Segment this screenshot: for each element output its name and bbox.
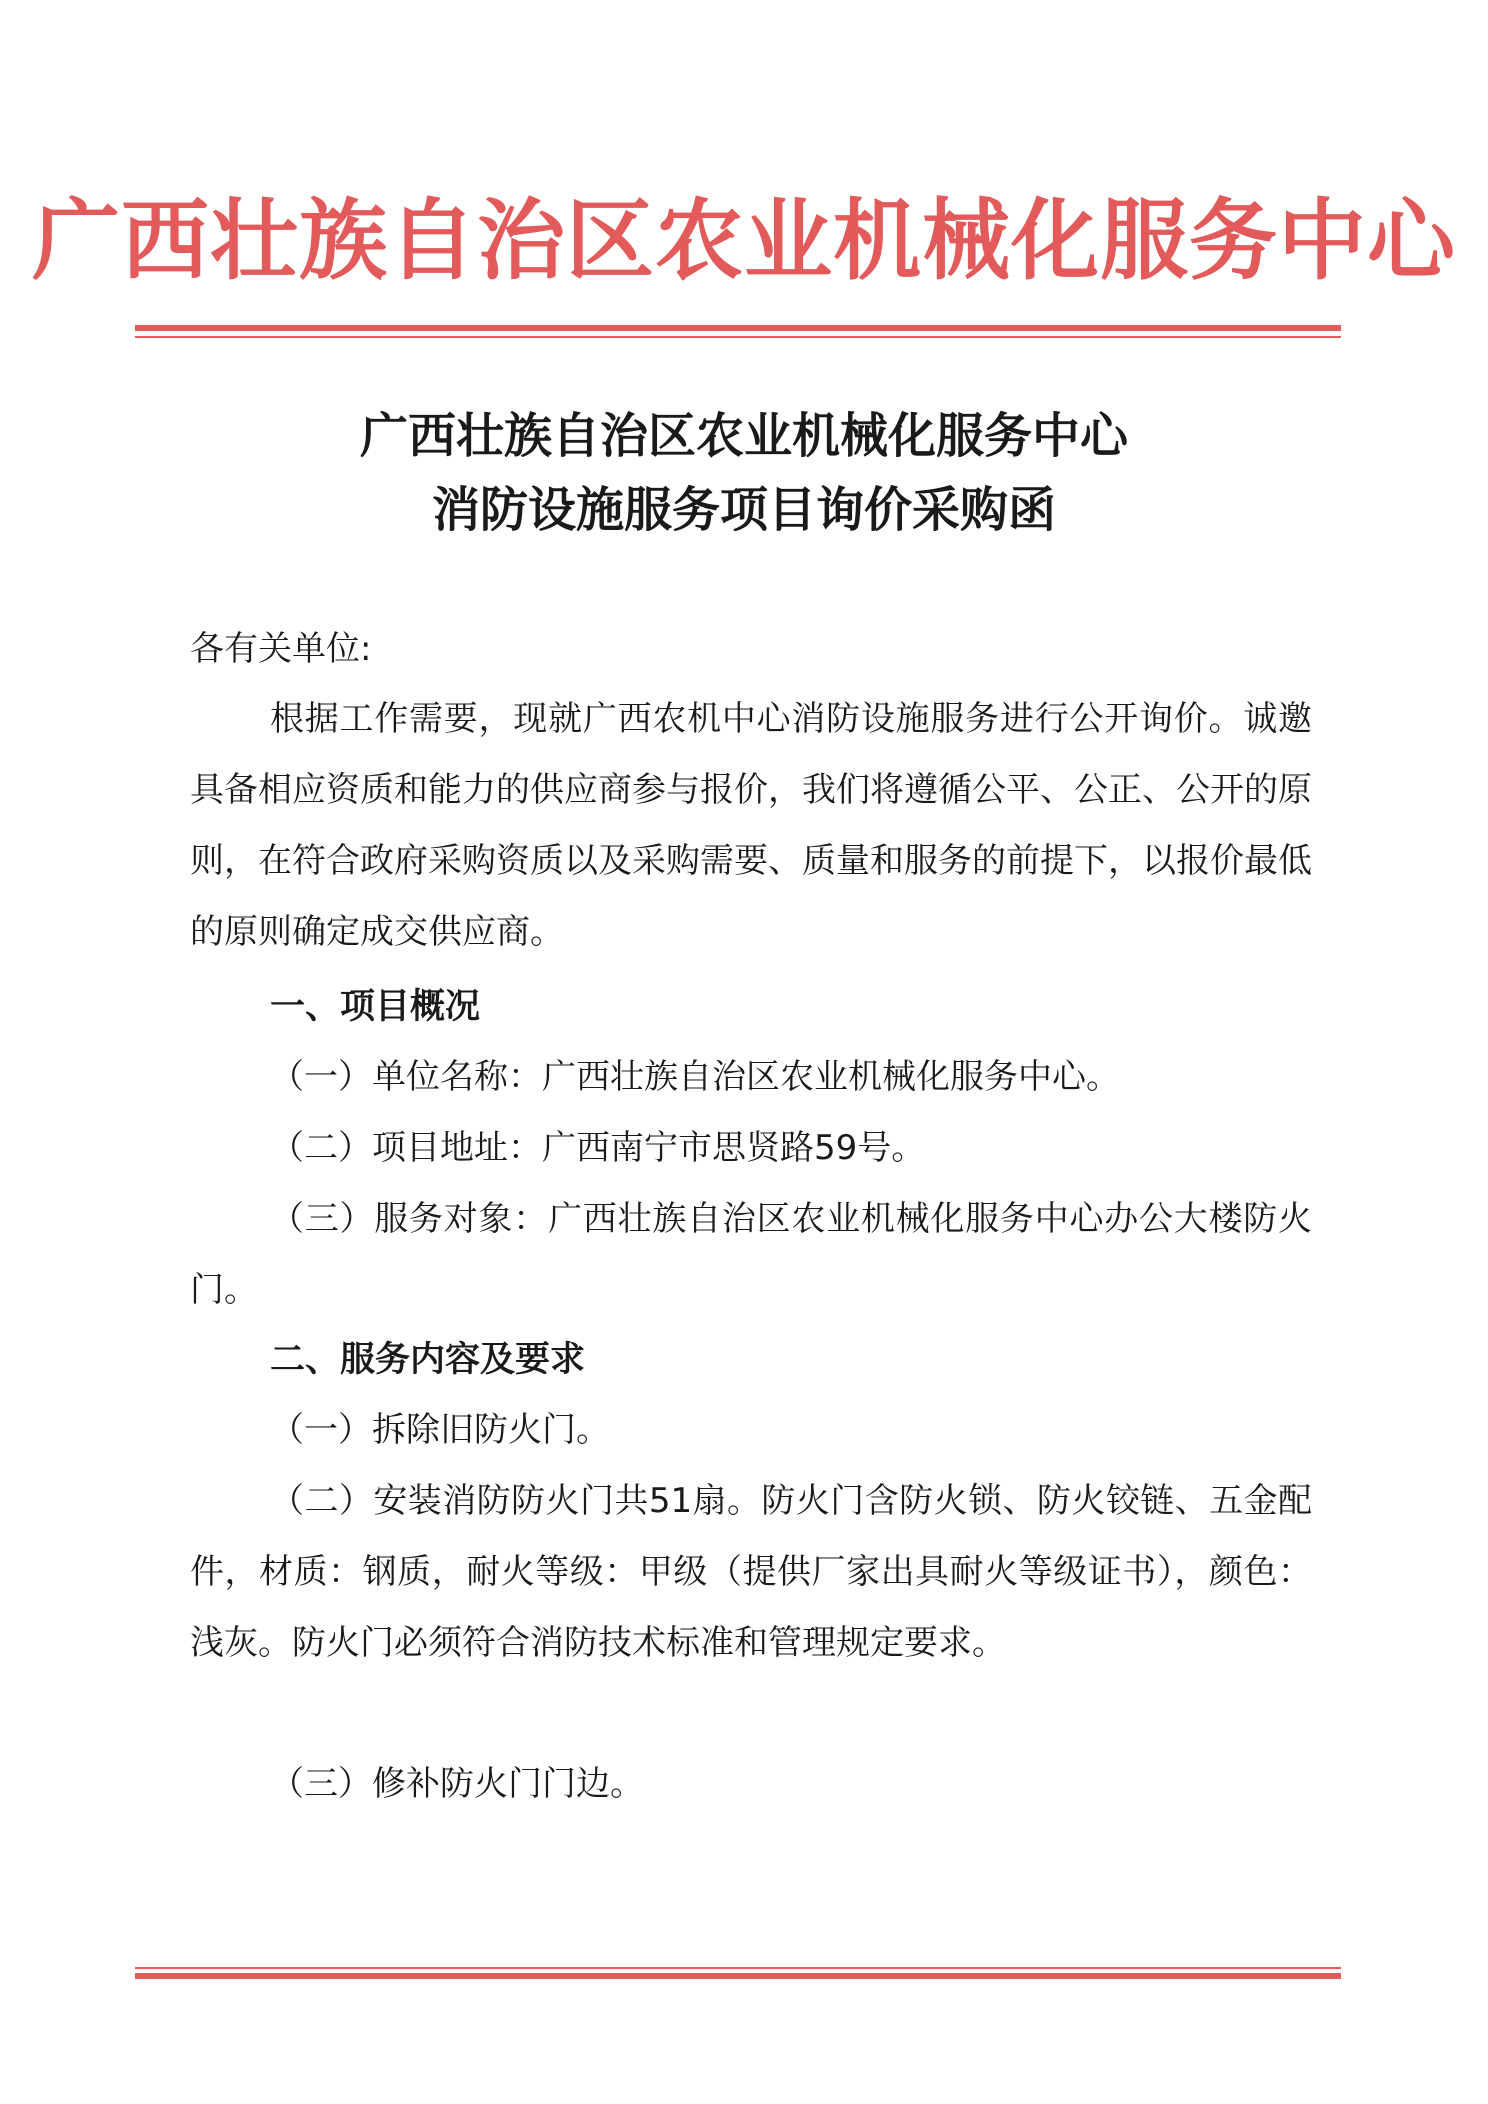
intro-paragraph: 根据工作需要，现就广西农机中心消防设施服务进行公开询价。诚邀具备相应资质和能力的供应商参与报价，我们将遵循公平、公正、公开的原则，在符合政府采购资质以及采购需要、质量和服务的前提下，以报价最低的原则确定成交供应商。 (190, 699, 1312, 952)
overview-item-unit-name: （一）单位名称：广西壮族自治区农业机械化服务中心。 (270, 1057, 1120, 1097)
service-item-repair: （三）修补防火门门边。 (270, 1764, 644, 1804)
letterhead-org-name: 广西壮族自治区农业机械化服务中心 (31, 188, 1456, 292)
service-item-install: （二）安装消防防火门共51扇。防火门含防火锁、防火铰链、五金配件，材质：钢质，耐火等级：甲级（提供厂家出具耐火等级证书），颜色：浅灰。防火门必须符合消防技术标准和管理规定要求。 (190, 1481, 1312, 1663)
document-title-line1: 广西壮族自治区农业机械化服务中心 (359, 408, 1128, 464)
footer-rule-thin (135, 1967, 1341, 1969)
section-heading-project-overview: 一、项目概况 (270, 987, 481, 1027)
salutation: 各有关单位: (190, 629, 372, 669)
document-title-line2: 消防设施服务项目询价采购函 (431, 482, 1056, 538)
overview-item-address: （二）项目地址：广西南宁市思贤路59号。 (270, 1128, 926, 1168)
section-heading-service-content: 二、服务内容及要求 (270, 1340, 586, 1380)
service-item-remove: （一）拆除旧防火门。 (270, 1410, 610, 1450)
footer-rule-thick (135, 1973, 1341, 1979)
overview-item-service-target: （三）服务对象：广西壮族自治区农业机械化服务中心办公大楼防火门。 (190, 1199, 1312, 1310)
letterhead-rule-thick (135, 325, 1341, 331)
letterhead-rule-thin (135, 336, 1341, 338)
